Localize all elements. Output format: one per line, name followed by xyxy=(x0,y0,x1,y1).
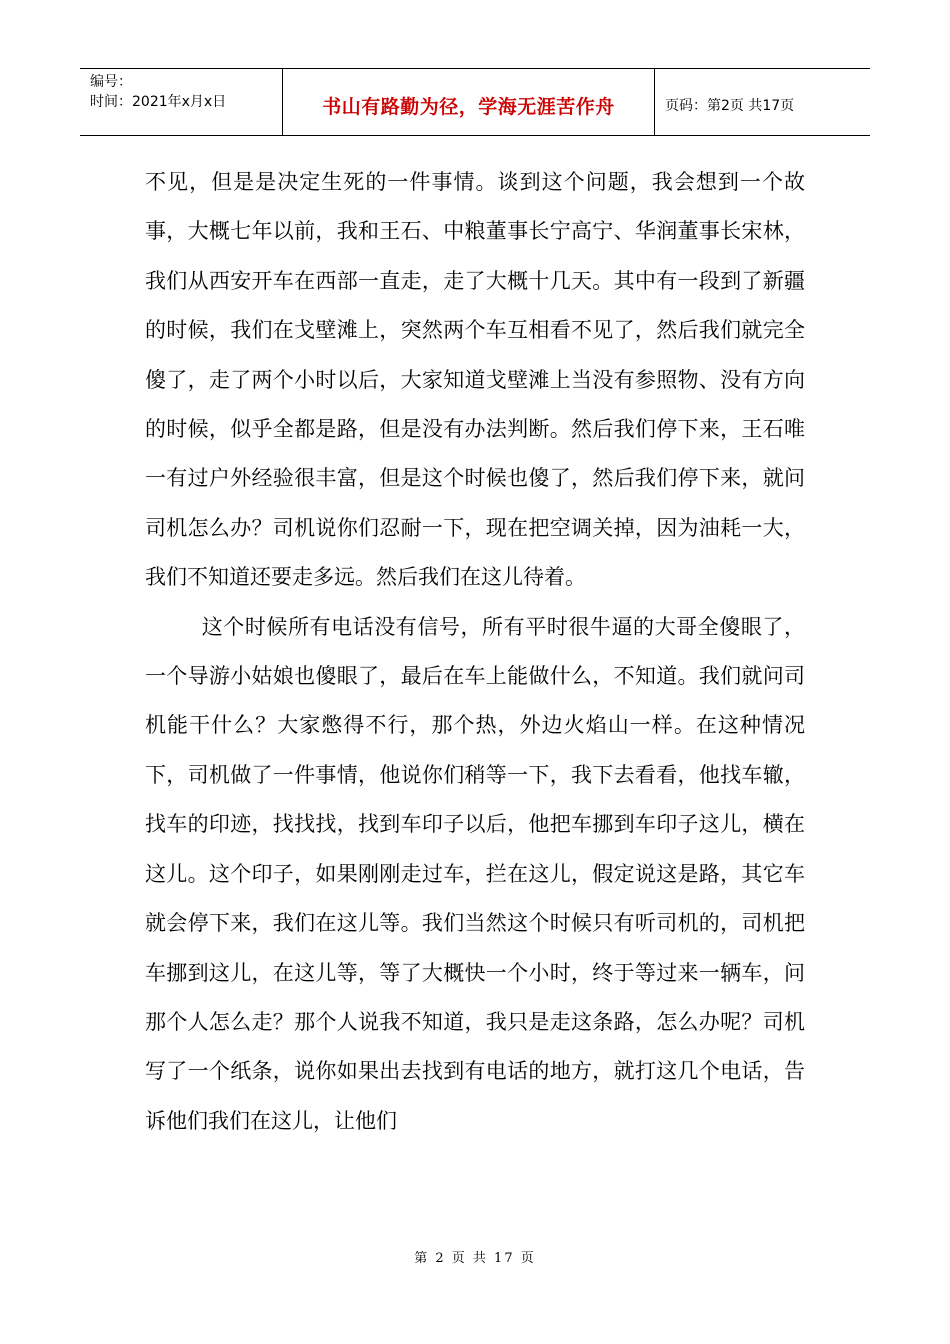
header-motto-cell xyxy=(283,69,655,135)
page-header xyxy=(80,68,870,136)
date-label: 时间：2021年x月x日 xyxy=(90,94,227,110)
document-body xyxy=(145,158,805,1146)
paragraph-1: 不见，但是是决定生死的一件事情。谈到这个问题，我会想到一个故事，大概七年以前，我和王石、中粮董事长宁高宁、华润董事长宋林，我们从西安开车在西部一直走，走了大概十几天。其中有一段到了新疆的时候，我们在戈壁滩上，突然两个车互相看不见了，然后我们就完全傻了，走了两个小时以后，大家知道戈壁滩上当没有参照物、没有方向的时候，似乎全都是路，但是没有办法判断。然后我们停下来，王石唯一有过户外经验很丰富，但是这个时候也傻了，然后我们停下来，就问司机怎么办？司机说你们忍耐一下，现在把空调关掉，因为油耗一大，我们不知道还要走多远。然后我们在这儿待着。 xyxy=(145,170,805,590)
header-page-cell xyxy=(655,69,870,135)
header-page-label: 页码：第2页 共17页 xyxy=(665,98,795,114)
header-meta-cell xyxy=(80,69,283,135)
paragraph-2: 这个时候所有电话没有信号，所有平时很牛逼的大哥全傻眼了，一个导游小姑娘也傻眼了，最后在车上能做什么，不知道。我们就问司机能干什么？大家憋得不行，那个热，外边火焰山一样。在这种情况下，司机做了一件事情，他说你们稍等一下，我下去看看，他找车辙，找车的印迹，找找找，找到车印子以后，他把车挪到车印子这儿，横在这儿。这个印子，如果刚刚走过车，拦在这儿，假定说这是路，其它车就会停下来，我们在这儿等。我们当然这个时候只有听司机的，司机把车挪到这儿，在这儿等，等了大概快一个小时，终于等过来一辆车，问那个人怎么走？那个人说我不知道，我只是走这条路，怎么办呢？司机写了一个纸条，说你如果出去找到有电话的地方，就打这几个电话，告诉他们我们在这儿，让他们 xyxy=(145,614,805,1133)
page-footer: 第 2 页 共 17 页 xyxy=(414,1251,536,1266)
serial-number-label: 编号： xyxy=(90,74,132,90)
header-motto: 书山有路勤为径，学海无涯苦作舟 xyxy=(322,95,615,118)
